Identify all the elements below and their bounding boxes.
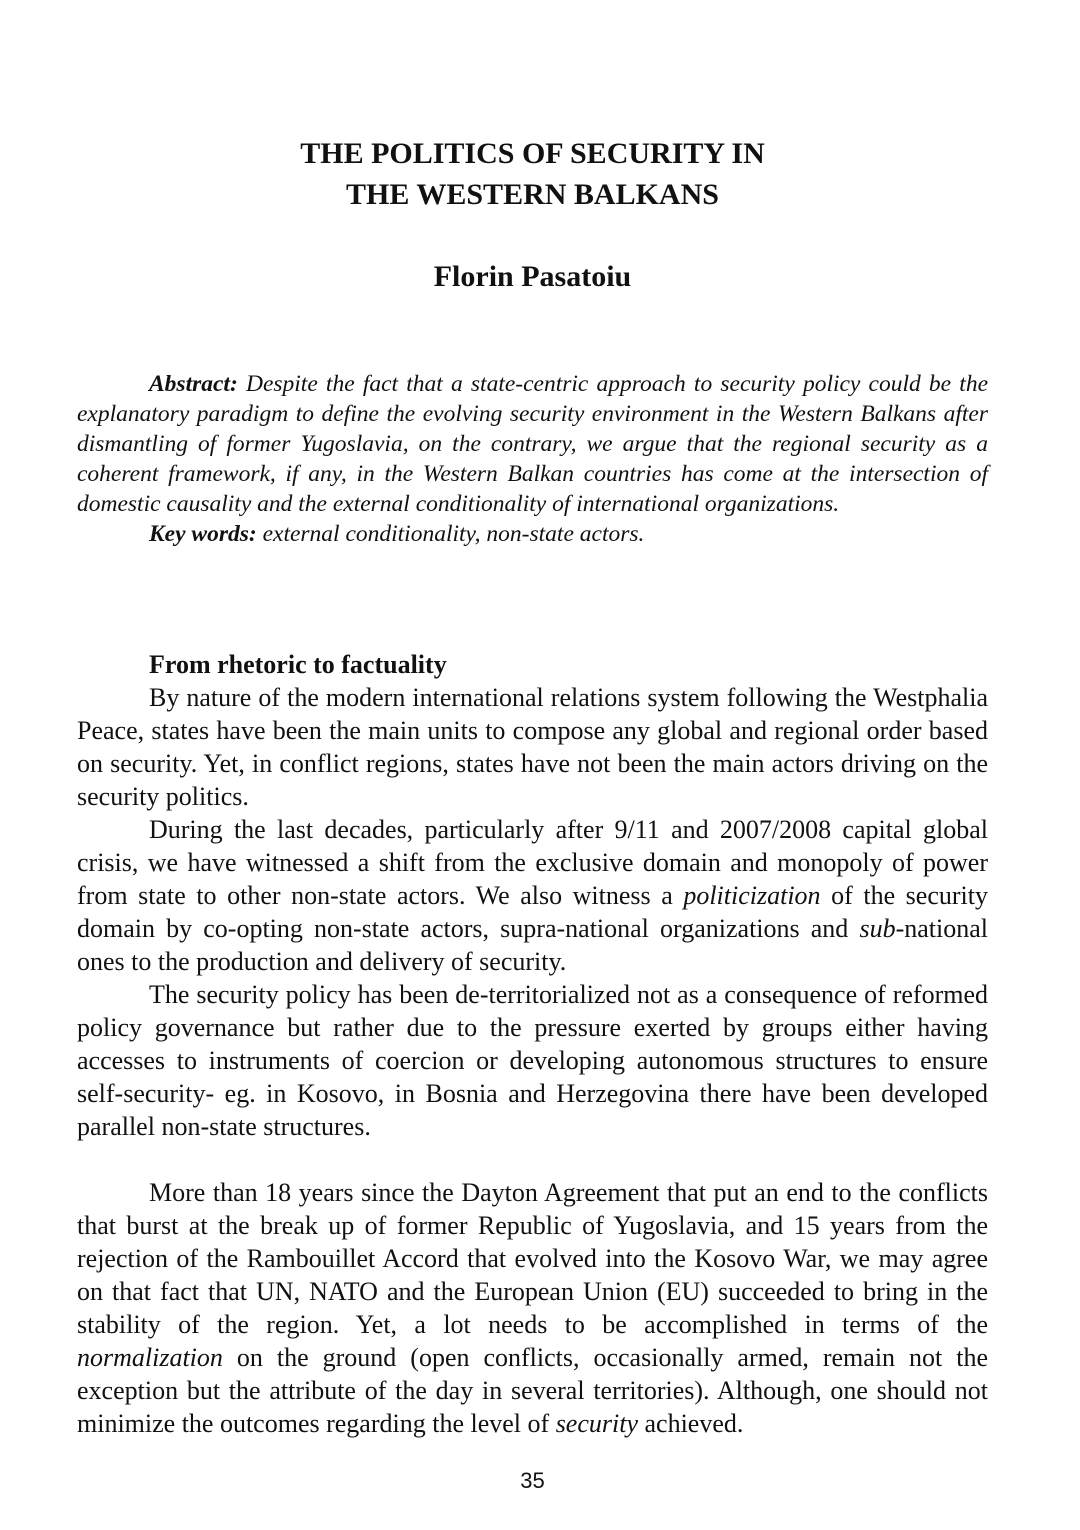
paragraph-2-emphasis-1: politicization (683, 881, 821, 910)
abstract-text: Despite the fact that a state-centric approach to security policy could be the explanatory paradigm to define the evolving security environment in the Western Balkans after dismantling of former Yugoslavia, on the contrary, we argue that the regional security as a coherent framework, if any, in the Western Balkan countries has come at the intersection of domestic causality and the external conditionality of international organizations. (77, 371, 989, 517)
abstract-paragraph (77, 369, 988, 519)
paragraph-4-text-a: More than 18 years since the Dayton Agreement that put an end to the conflicts that burst at the break up of former Republic of Yugoslavia, and 15 years from the rejection of the Rambouillet Accord that evolved into the Kosovo War, we may agree on that fact that UN, NATO and the European Union (EU) succeeded to bring in the stability of the region. Yet, a lot needs to be accomplished in terms of the (77, 1178, 988, 1339)
paragraph-2-text-b: of the security domain by co-opting non-state actors, supra-national organizations and (77, 881, 988, 943)
paragraph-4-emphasis-1: normalization (77, 1343, 223, 1372)
paragraph-3: The security policy has been de-territorialized not as a consequence of reformed policy governance but rather due to the pressure exerted by groups either having accesses to instruments of coercion or developing autonomous structures to ensure self-security- eg. in Kosovo, in Bosnia and Herzegovina there have been developed parallel non-state structures. (77, 980, 988, 1141)
page-number: 35 (520, 1468, 545, 1493)
document-page (77, 0, 988, 1530)
keywords-text: external conditionality, non-state actors. (262, 521, 645, 547)
paragraph-4-text-b: on the ground (open conflicts, occasionally armed, remain not the exception but the attribute of the day in several territories). Although, one should not minimize the outcomes regarding the level of (77, 1343, 988, 1438)
paragraph-2-text-c: -national ones to the production and delivery of security. (77, 914, 988, 976)
paragraph-1: By nature of the modern international relations system following the Westphalia Peace, states have been the main units to compose any global and regional order based on security. Yet, in conflict regions, states have not been the main actors driving on the security politics. (77, 683, 988, 811)
keywords-label: Key words: (149, 521, 257, 547)
paragraph-4-emphasis-2: security (555, 1409, 638, 1438)
section-heading: From rhetoric to factuality (149, 650, 447, 679)
title-line-2: THE WESTERN BALKANS (346, 178, 719, 211)
paragraph-2 (77, 813, 988, 978)
paragraph-spacer (77, 1143, 988, 1176)
article-body (77, 648, 988, 1440)
author-name: Florin Pasatoiu (433, 260, 632, 293)
article-title (77, 133, 988, 215)
abstract-label: Abstract: (149, 371, 238, 397)
keywords-paragraph (77, 519, 988, 549)
paragraph-4 (77, 1176, 988, 1440)
paragraph-4-text-c: achieved. (638, 1409, 744, 1438)
abstract-block (77, 369, 988, 549)
title-line-1: THE POLITICS OF SECURITY IN (300, 137, 765, 170)
paragraph-2-emphasis-2: sub (859, 914, 896, 943)
paragraph-2-text-a: During the last decades, particularly after 9/11 and 2007/2008 capital global crisis, we have witnessed a shift from the exclusive domain and monopoly of power from state to other non-state actors. We also witness a (77, 815, 988, 910)
